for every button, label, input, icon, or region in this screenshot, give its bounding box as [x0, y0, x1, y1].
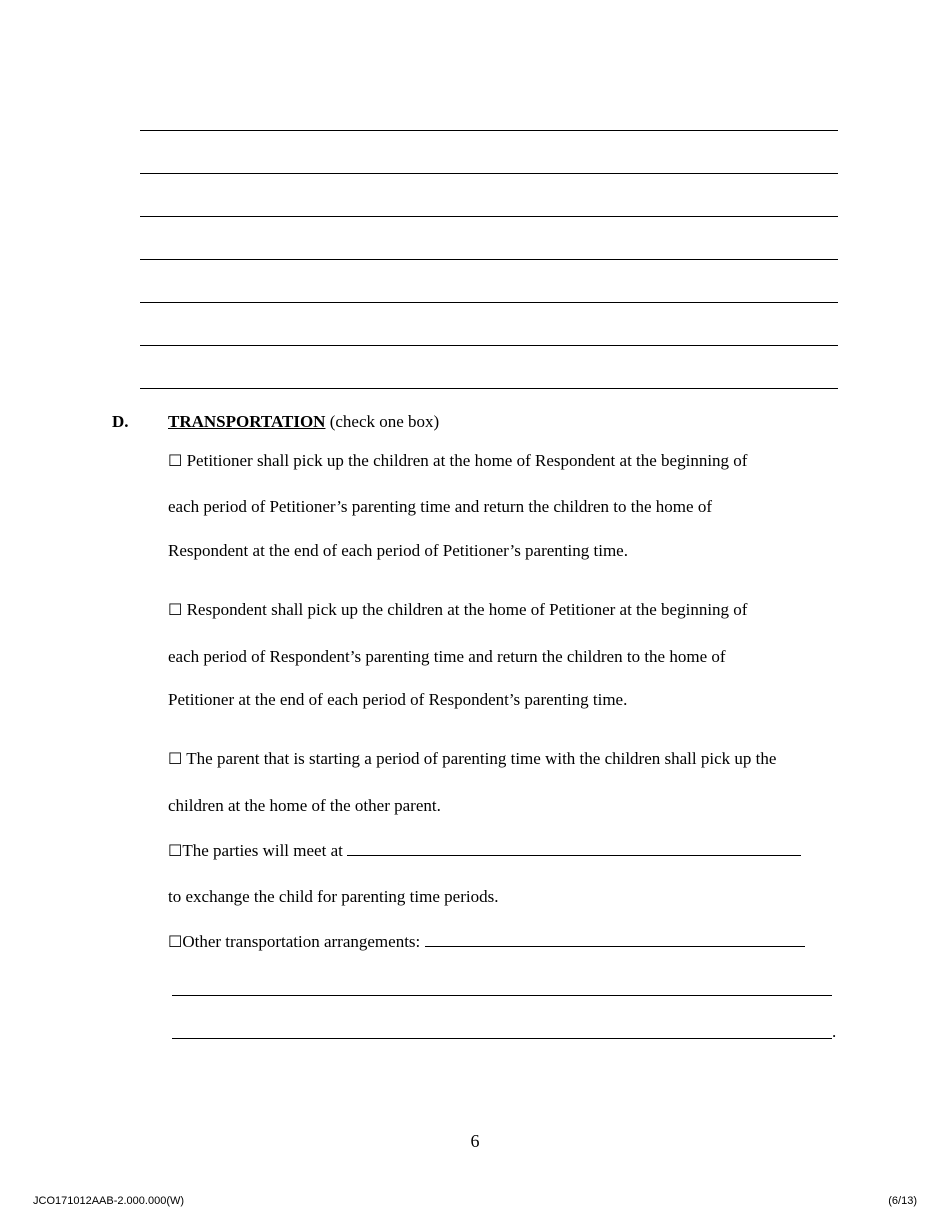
option-petitioner-pickup [168, 451, 747, 471]
other-arrangements-field[interactable] [425, 932, 805, 947]
option-starting-parent-pickup [168, 749, 776, 769]
end-period: . [832, 1022, 837, 1041]
page-number: 6 [470, 1131, 480, 1151]
option-text: The parent that is starting a period of parenting time with the children shall pick up the [186, 749, 777, 768]
option-text: The parties will meet at [182, 841, 343, 860]
option-text: Respondent shall pick up the children at the home of Petitioner at the beginning of [186, 600, 748, 619]
meeting-place-field[interactable] [347, 841, 801, 856]
checkbox-icon[interactable]: ☐ [168, 451, 183, 470]
option-text: Petitioner shall pick up the children at the home of Respondent at the beginning of [186, 451, 748, 470]
section-heading [168, 412, 439, 432]
checkbox-icon[interactable]: ☐ [168, 841, 183, 860]
blank-writing-line[interactable] [140, 302, 838, 303]
option-text: Petitioner at the end of each period of Respondent’s parenting time. [168, 690, 628, 709]
option-text: each period of Respondent’s parenting time and return the children to the home of [168, 647, 726, 666]
option-text: each period of Petitioner’s parenting time and return the children to the home of [168, 497, 712, 516]
blank-writing-line[interactable] [140, 388, 838, 389]
checkbox-icon[interactable]: ☐ [168, 749, 183, 768]
option-text: Other transportation arrangements: [182, 932, 421, 951]
checkbox-icon[interactable]: ☐ [168, 932, 183, 951]
checkbox-icon[interactable]: ☐ [168, 600, 183, 619]
option-other-arrangements [168, 932, 805, 952]
other-arrangements-line[interactable] [172, 995, 832, 996]
option-text: Respondent at the end of each period of Petitioner’s parenting time. [168, 541, 628, 560]
option-respondent-pickup [168, 600, 747, 620]
option-text: to exchange the child for parenting time periods. [168, 887, 499, 906]
section-letter: D. [112, 412, 129, 431]
blank-writing-line[interactable] [140, 130, 838, 131]
other-arrangements-line[interactable] [172, 1038, 832, 1039]
blank-writing-line[interactable] [140, 345, 838, 346]
blank-writing-line[interactable] [140, 259, 838, 260]
footer-page-of: (6/13) [888, 1195, 917, 1207]
blank-writing-line[interactable] [140, 173, 838, 174]
footer-document-id: JCO171012AAB-2.000.000(W) [33, 1195, 185, 1207]
option-meeting-place [168, 841, 801, 861]
section-title: TRANSPORTATION [168, 412, 326, 431]
blank-writing-line[interactable] [140, 216, 838, 217]
section-instruction: (check one box) [329, 412, 440, 431]
option-text: children at the home of the other parent. [168, 796, 441, 815]
